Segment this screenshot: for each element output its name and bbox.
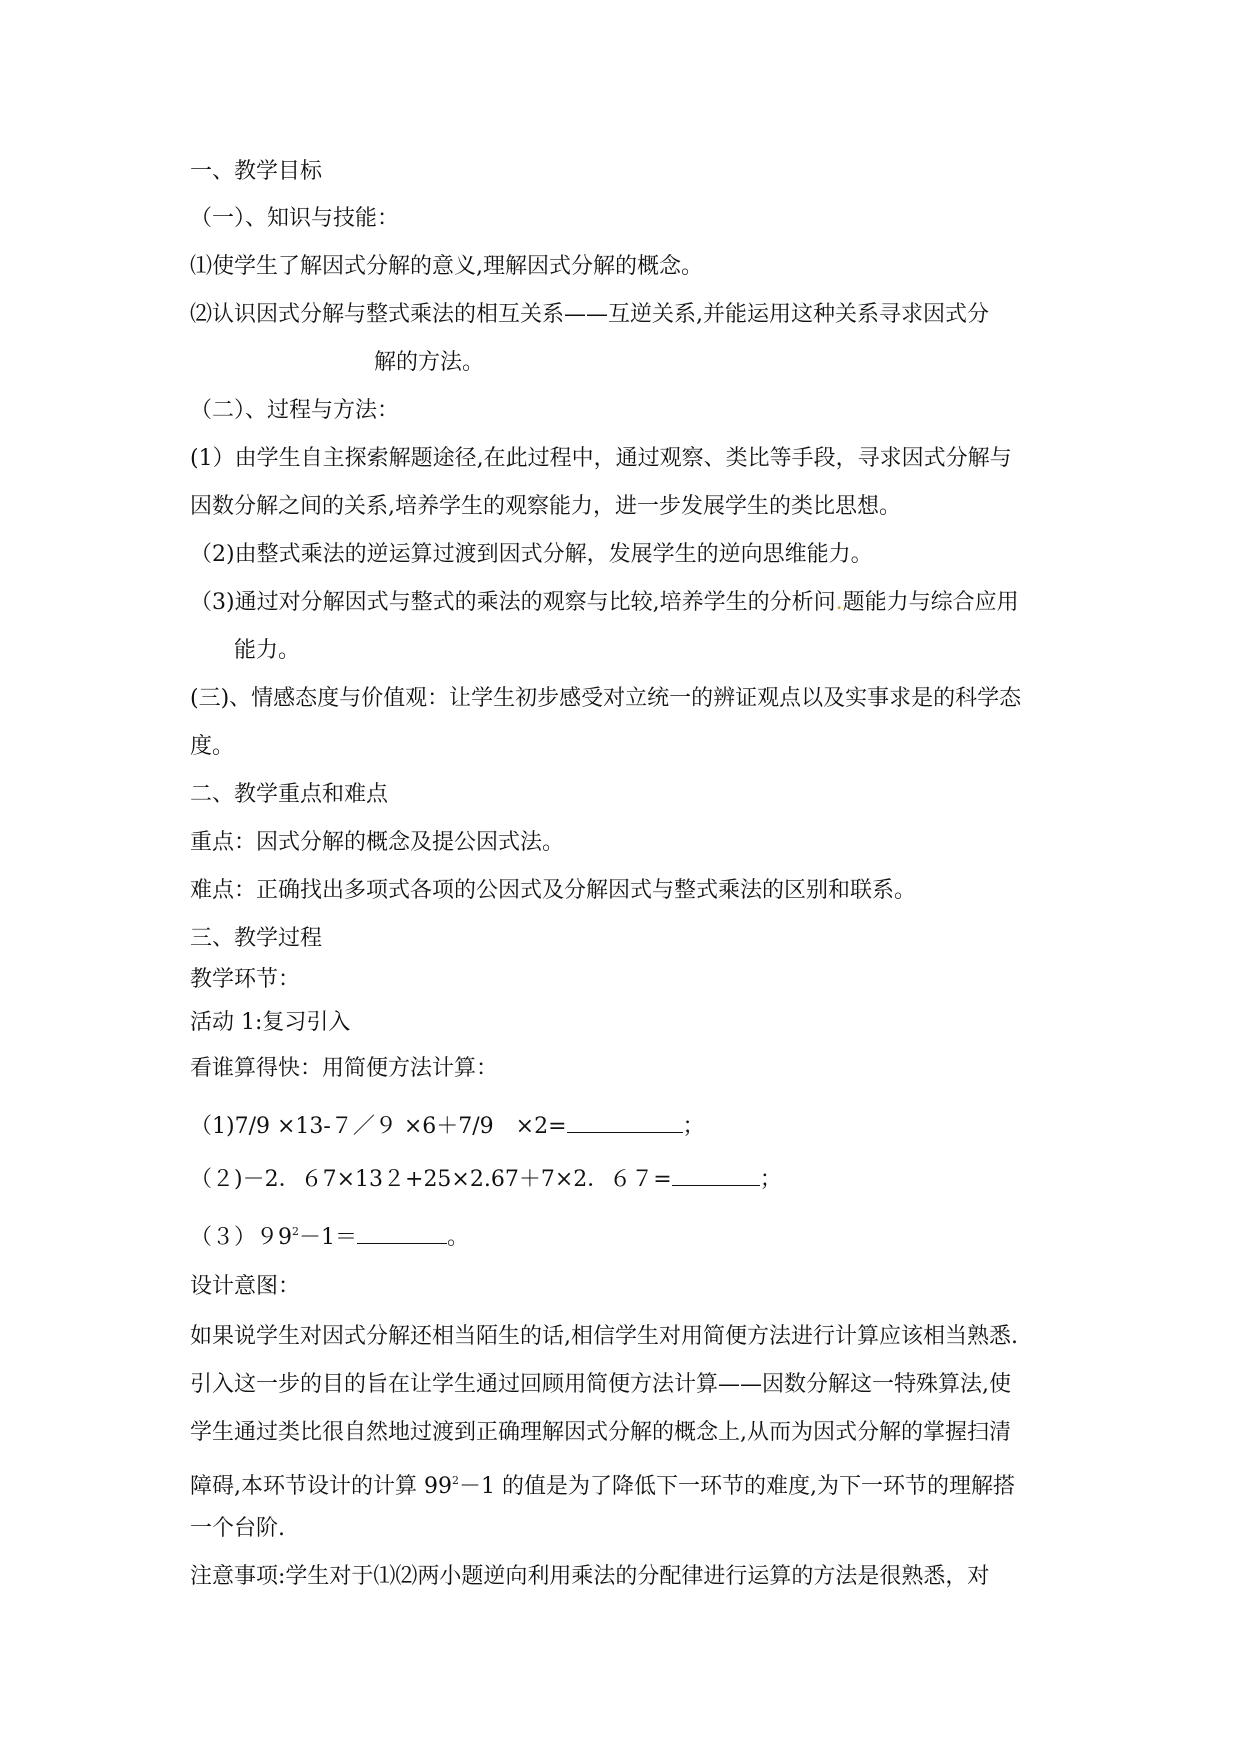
design-intent-exponent: 2 bbox=[451, 1474, 459, 1487]
exercise-2 bbox=[190, 1163, 1056, 1195]
process-item-3-text-a: （3)通过对分解因式与整式的乘法的观察与比较,培养学生的分析问 bbox=[190, 590, 836, 615]
process-item-3-line-1 bbox=[190, 588, 1056, 618]
subsection-knowledge-skills: （一）、知识与技能： bbox=[190, 206, 400, 231]
difficult-point: 难点：正确找出多项式各项的公因式及分解因式与整式乘法的区别和联系。 bbox=[190, 878, 917, 903]
design-intent-line-5: 一个台阶. bbox=[190, 1516, 285, 1541]
process-item-3-line-2: 能力。 bbox=[234, 638, 301, 663]
task-prompt: 看谁算得快：用简便方法计算： bbox=[190, 1056, 499, 1081]
section-heading-objectives: 一、教学目标 bbox=[190, 159, 323, 184]
exercise-1-text: （1)7/9 ×13-７／９ ×6＋7/9 ×2= bbox=[190, 1114, 567, 1139]
subsection-emotion-values-line-1: (三)、情感态度与价值观：让学生初步感受对立统一的辨证观点以及实事求是的科学态 bbox=[190, 686, 1022, 711]
section-heading-keypoints: 二、教学重点和难点 bbox=[190, 782, 389, 807]
objective-item-1: ⑴使学生了解因式分解的意义,理解因式分解的概念。 bbox=[190, 254, 703, 279]
process-item-1-line-1: (1）由学生自主探索解题途径,在此过程中，通过观察、类比等手段，寻求因式分解与 bbox=[190, 446, 1012, 471]
design-intent-line-4 bbox=[190, 1466, 1056, 1502]
process-item-2: （2)由整式乘法的逆运算过渡到因式分解，发展学生的逆向思维能力。 bbox=[190, 542, 873, 567]
exercise-3-text-a: （３）９9 bbox=[190, 1225, 292, 1250]
design-intent-label: 设计意图： bbox=[190, 1274, 301, 1299]
design-intent-line-4-text-a: 障碍,本环节设计的计算 99 bbox=[190, 1474, 452, 1499]
design-intent-line-4-text-b: －1 的值是为了降低下一环节的难度,为下一环节的理解搭 bbox=[458, 1474, 1015, 1499]
answer-blank-1 bbox=[567, 1110, 683, 1133]
answer-blank-3 bbox=[357, 1221, 447, 1244]
exercise-3 bbox=[190, 1217, 1056, 1253]
key-point: 重点：因式分解的概念及提公因式法。 bbox=[190, 830, 565, 855]
exercise-3-end: 。 bbox=[447, 1225, 470, 1250]
stray-dot: . bbox=[835, 590, 843, 615]
section-heading-process: 三、教学过程 bbox=[190, 926, 323, 951]
teaching-step-label: 教学环节： bbox=[190, 967, 301, 992]
design-intent-line-3: 学生通过类比很自然地过渡到正确理解因式分解的概念上,从而为因式分解的掌握扫清 bbox=[190, 1420, 1011, 1445]
objective-item-2-line-2: 解的方法。 bbox=[374, 350, 485, 375]
exercise-2-end: ； bbox=[759, 1167, 782, 1192]
activity-title: 活动 1:复习引入 bbox=[190, 1010, 351, 1035]
answer-blank-2 bbox=[672, 1163, 760, 1186]
subsection-emotion-values-line-2: 度。 bbox=[190, 734, 235, 759]
subsection-process-method: （二）、过程与方法： bbox=[190, 398, 400, 423]
design-intent-line-1: 如果说学生对因式分解还相当陌生的话,相信学生对用简便方法进行计算应该相当熟悉. bbox=[190, 1324, 1018, 1349]
exercise-1 bbox=[190, 1110, 1056, 1142]
exercise-3-text-b: －1＝ bbox=[299, 1225, 357, 1250]
process-item-3-text-b: 题能力与综合应用 bbox=[842, 590, 1019, 615]
process-item-1-line-2: 因数分解之间的关系,培养学生的观察能力，进一步发展学生的类比思想。 bbox=[190, 494, 901, 519]
notes-line: 注意事项:学生对于⑴⑵两小题逆向利用乘法的分配律进行运算的方法是很熟悉，对 bbox=[190, 1564, 990, 1589]
objective-item-2-line-1: ⑵认识因式分解与整式乘法的相互关系——互逆关系,并能运用这种关系寻求因式分 bbox=[190, 302, 989, 327]
design-intent-line-2: 引入这一步的目的旨在让学生通过回顾用简便方法计算——因数分解这一特殊算法,使 bbox=[190, 1372, 1011, 1397]
exercise-3-exponent: 2 bbox=[292, 1225, 299, 1238]
exercise-2-text: （２)－2．６7×13２+25×2.67＋7×2．６７= bbox=[190, 1167, 672, 1192]
exercise-1-end: ； bbox=[682, 1114, 705, 1139]
